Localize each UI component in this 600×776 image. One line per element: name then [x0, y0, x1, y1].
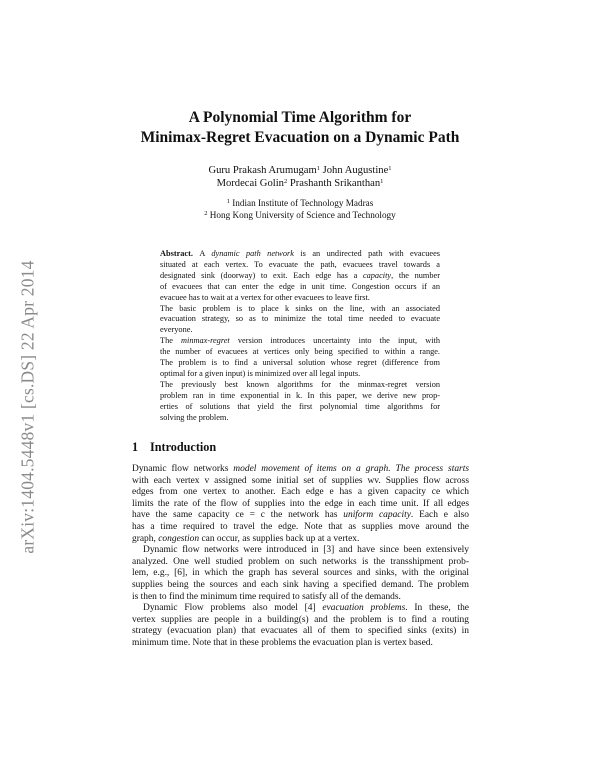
body-paragraph — [132, 545, 469, 603]
text-line: is then to find the minimum time required to satisfy all of the demands. — [132, 591, 401, 602]
text-line: lem, e.g., [6], in which the graph has several sources and sinks, with the original — [132, 568, 469, 579]
author-name: John Augustine — [322, 165, 389, 176]
text-line: the number of evacuees at vertices only being specified to within a range. — [160, 347, 440, 357]
author-list — [110, 164, 490, 190]
text-line: evacuee has to wait at a vertex for other evacuees to leave first. — [160, 292, 370, 302]
affiliation — [110, 209, 490, 221]
text-line: Dynamic Flow problems also model [4] evacuation problems. In these, the — [143, 603, 469, 614]
emphasis: evacuation problems — [322, 603, 406, 614]
text-line: has a time required to travel the edge. Note that as supplies move around the — [132, 521, 469, 532]
text-line: everyone. — [160, 325, 193, 335]
abstract-paragraph — [160, 304, 440, 337]
section-number: 1 — [132, 440, 139, 454]
affiliation-marker: 2 — [283, 178, 288, 185]
body-paragraph — [132, 464, 469, 545]
text-line: limits the rate of the flow of supplies into the edge in each time unit. If all edges — [132, 498, 469, 509]
emphasis: capacity — [362, 270, 392, 280]
author-line-2 — [110, 177, 490, 190]
affiliation-marker: 1 — [388, 165, 392, 172]
text-line: vertex supplies are people in a building(s) and the problem is to find a routing — [132, 614, 469, 625]
title-line-1: A Polynomial Time Algorithm for — [188, 109, 412, 126]
abstract-heading: Abstract. — [160, 249, 200, 258]
affiliation-marker: 2 — [204, 210, 208, 217]
text-line: have the same capacity ce = c the network has uniform capacity. Each e also — [132, 510, 469, 521]
text-line: Dynamic flow networks model movement of items on a graph. The process starts — [132, 464, 470, 474]
body-paragraph — [132, 603, 469, 649]
paper-title — [90, 108, 510, 148]
text-line: of evacuees that can enter the edge in unit time. Congestion occurs if an — [160, 281, 440, 291]
arxiv-identifier: arXiv:1404.5448v1 [cs.DS] 22 Apr 2014 — [17, 260, 38, 554]
emphasis: minmax-regret — [181, 336, 230, 346]
author-line-1 — [110, 164, 490, 177]
text-line: The previously best known algorithms for the minmax-regret version — [160, 379, 440, 389]
emphasis: uniform capacity — [343, 510, 411, 521]
emphasis: dynamic path network — [211, 249, 294, 258]
affiliation-marker: 1 — [380, 178, 384, 185]
text-line: analyzed. One well studied problem on such networks is the transshipment prob- — [132, 556, 469, 567]
text-line: Dynamic flow networks were introduced in [3] and have since been extensively — [143, 545, 469, 556]
author-name: Guru Prakash Arumugam — [208, 165, 317, 176]
arxiv-stamp — [16, 212, 40, 602]
text-line: designated sink (doorway) to exit. Each edge has a capacity, the number — [160, 270, 440, 280]
text-line: supplies being the sources and each sink having a specified demand. The problem — [132, 579, 469, 590]
author-name: Prashanth Srikanthan — [289, 178, 381, 189]
text-line: problem ran in time exponential in k. In this paper, we derive new prop- — [160, 390, 440, 400]
text-line: minimum time. Note that in these problems the evacuation plan is vertex based. — [132, 637, 433, 648]
title-line-2: Minimax-Regret Evacuation on a Dynamic Path — [140, 129, 460, 146]
emphasis: model movement of items on a graph. The process starts — [228, 464, 470, 474]
section-body — [132, 464, 469, 650]
abstract-paragraph — [160, 380, 440, 424]
text-line: strategy (evacuation plan) that evacuates all of them to specified sinks (exits) in — [132, 626, 469, 637]
abstract-paragraph — [160, 249, 440, 304]
affiliation-marker: 1 — [316, 165, 320, 172]
text-line: The problem is to find a universal solution whose regret (difference from — [160, 358, 440, 368]
author-name: Mordecai Golin — [216, 178, 284, 189]
text-line: optimal for a given input) is minimized over all legal inputs. — [160, 368, 361, 378]
text-line: edges from one vertex to another. Each edge e has a given capacity ce which — [132, 487, 469, 498]
section-heading — [132, 440, 216, 455]
affiliation-name: Indian Institute of Technology Madras — [232, 198, 374, 208]
abstract-paragraph — [160, 336, 440, 380]
affiliation — [110, 197, 490, 209]
text-line: situated at each vertex. To evacuate the path, evacuees travel towards a — [160, 259, 440, 269]
text-line: evacuation strategy, so as to minimize the total time needed to evacuate — [160, 314, 440, 324]
affiliation-list — [110, 197, 490, 221]
section-title: Introduction — [150, 440, 217, 454]
text-line: The basic problem is to place k sinks on the line, with an associated — [160, 303, 440, 313]
text-line: with each vertex v assigned some initial set of supplies wv. Supplies flow across — [132, 475, 469, 486]
affiliation-name: Hong Kong University of Science and Technology — [209, 210, 396, 220]
abstract — [160, 249, 440, 424]
text-line: graph, congestion can occur, as supplies back up at a vertex. — [132, 533, 360, 544]
affiliation-marker: 1 — [226, 198, 230, 205]
text-line: Abstract. A dynamic path network is an undirected path with evacuees — [160, 249, 440, 258]
emphasis: congestion — [158, 533, 200, 544]
text-line: The minmax-regret version introduces uncertainty into the input, with — [160, 336, 440, 346]
text-line: erties of solutions that yield the first polynomial time algorithms for — [160, 401, 440, 411]
text-line: solving the problem. — [160, 412, 229, 422]
